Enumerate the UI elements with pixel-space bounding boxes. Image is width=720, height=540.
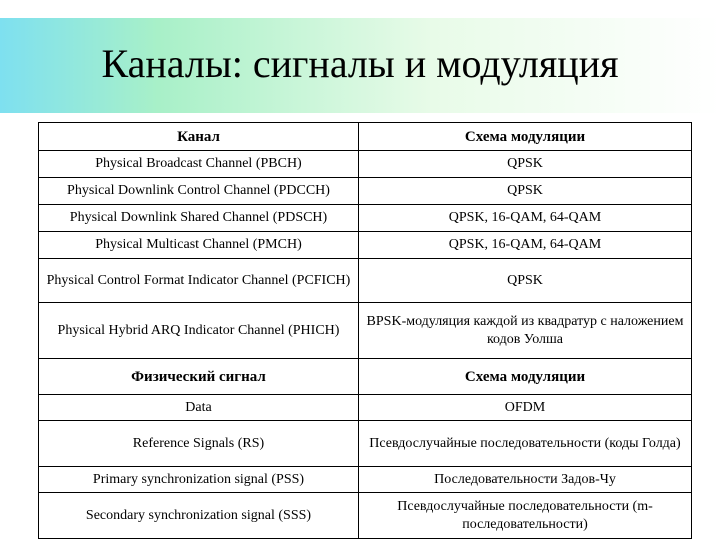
table-row xyxy=(39,178,692,205)
modulation-scheme: Псевдослучайные последовательности (коды Голда) xyxy=(359,421,692,467)
table-row xyxy=(39,493,692,539)
channel-name: Physical Hybrid ARQ Indicator Channel (PHICH) xyxy=(39,303,359,359)
channels-header-row xyxy=(39,123,692,151)
table-row xyxy=(39,232,692,259)
signals-header-row xyxy=(39,359,692,395)
modulation-scheme: QPSK, 16-QAM, 64-QAM xyxy=(359,232,692,259)
channel-name: Physical Downlink Shared Channel (PDSCH) xyxy=(39,205,359,232)
channels-signals-table xyxy=(38,122,692,539)
signal-name: Primary synchronization signal (PSS) xyxy=(39,467,359,493)
modulation-scheme: Последовательности Задов-Чу xyxy=(359,467,692,493)
table-row xyxy=(39,259,692,303)
channel-name: Physical Control Format Indicator Channel (PCFICH) xyxy=(39,259,359,303)
modulation-scheme: QPSK xyxy=(359,259,692,303)
signal-name: Reference Signals (RS) xyxy=(39,421,359,467)
signal-name: Data xyxy=(39,395,359,421)
table-row xyxy=(39,421,692,467)
table-row xyxy=(39,395,692,421)
header-modulation: Схема модуляции xyxy=(359,359,692,395)
modulation-scheme: QPSK, 16-QAM, 64-QAM xyxy=(359,205,692,232)
table-row xyxy=(39,303,692,359)
header-channel: Канал xyxy=(39,123,359,151)
modulation-scheme: OFDM xyxy=(359,395,692,421)
channel-name: Physical Broadcast Channel (PBCH) xyxy=(39,151,359,178)
header-modulation: Схема модуляции xyxy=(359,123,692,151)
table-row xyxy=(39,205,692,232)
channel-name: Physical Multicast Channel (PMCH) xyxy=(39,232,359,259)
table-row xyxy=(39,467,692,493)
table-row xyxy=(39,151,692,178)
signal-name: Secondary synchronization signal (SSS) xyxy=(39,493,359,539)
modulation-scheme: BPSK-модуляция каждой из квадратур с наложением кодов Уолша xyxy=(359,303,692,359)
header-signal: Физический сигнал xyxy=(39,359,359,395)
channel-name: Physical Downlink Control Channel (PDCCH) xyxy=(39,178,359,205)
modulation-scheme: Псевдослучайные последовательности (m-последовательности) xyxy=(359,493,692,539)
modulation-scheme: QPSK xyxy=(359,151,692,178)
modulation-scheme: QPSK xyxy=(359,178,692,205)
slide-title: Каналы: сигналы и модуляция xyxy=(101,41,619,86)
